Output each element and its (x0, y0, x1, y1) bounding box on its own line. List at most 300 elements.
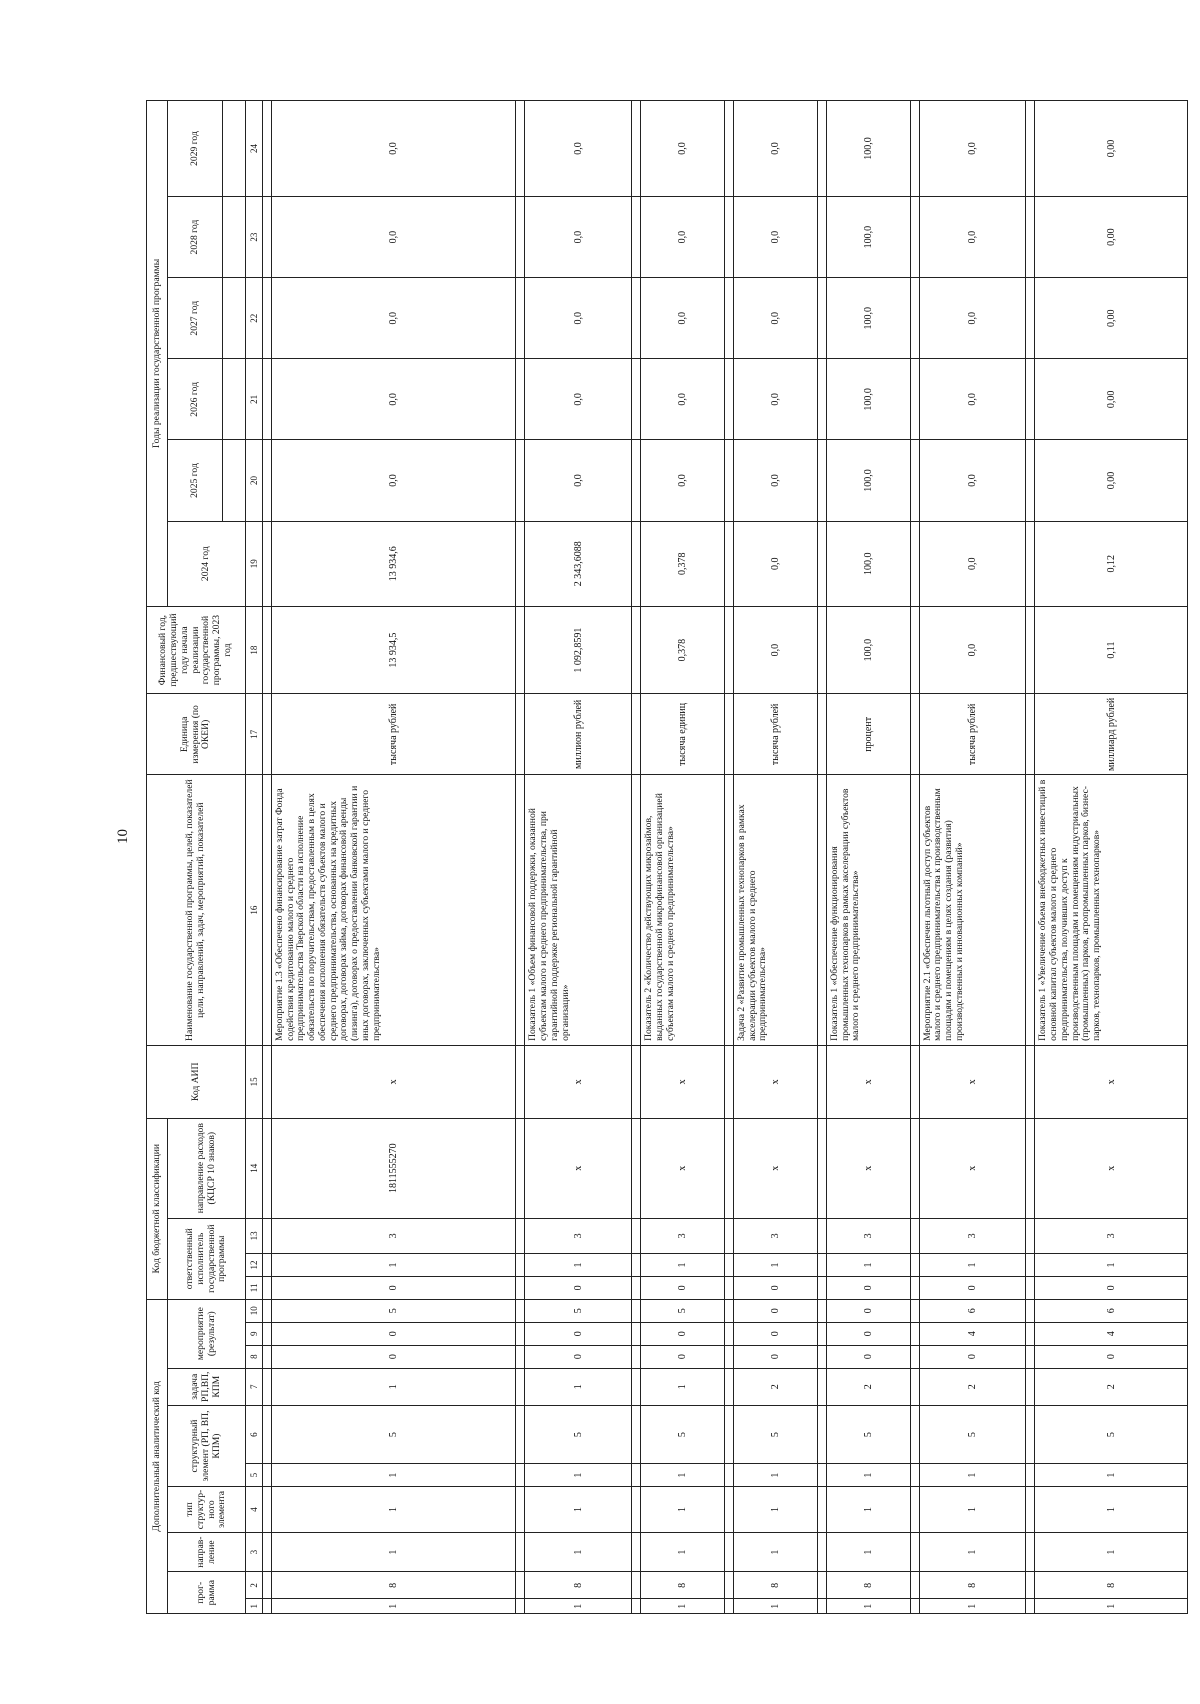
task-cell: 1 (272, 1368, 516, 1405)
page-number: 10 (115, 829, 131, 844)
header-budget-code: Код бюджетной классификации (147, 1118, 168, 1299)
direction-cell: 1 (525, 1532, 632, 1572)
spacer-cell (516, 521, 525, 606)
task-cell: 1 (525, 1368, 632, 1405)
measure-cell-a: 0 (733, 1345, 817, 1368)
spacer-cell (1026, 1218, 1035, 1253)
measure-cell-c: 0 (826, 1299, 910, 1322)
spacer-cell (724, 1572, 733, 1599)
column-number: 13 (246, 1218, 263, 1253)
spacer-cell (724, 521, 733, 606)
spacer-cell (263, 1487, 272, 1533)
value-2024: 100,0 (826, 521, 910, 606)
aip-code-cell: х (1035, 1045, 1188, 1118)
table-row (525, 101, 632, 1614)
spacer-cell (632, 278, 641, 359)
spacer-cell (817, 1405, 826, 1463)
spacer-cell (817, 1464, 826, 1487)
spacer-cell (516, 1464, 525, 1487)
measure-cell-b: 0 (641, 1322, 725, 1345)
struct-type-cell: 1 (272, 1487, 516, 1533)
spacer-cell (817, 1572, 826, 1599)
spacer-cell (1026, 1299, 1035, 1322)
aip-code-cell: х (525, 1045, 632, 1118)
expense-code-cell: х (641, 1118, 725, 1218)
spacer-cell (910, 1532, 919, 1572)
spacer-cell (632, 440, 641, 521)
base-year-value: 13 934,5 (272, 606, 516, 693)
measure-cell-c: 5 (525, 1299, 632, 1322)
direction-cell: 1 (733, 1532, 817, 1572)
spacer-cell (910, 1405, 919, 1463)
spacer-cell (1026, 694, 1035, 775)
value-2026: 100,0 (826, 359, 910, 440)
spacer-cell (516, 1345, 525, 1368)
spacer-cell (724, 1322, 733, 1345)
spacer-cell (910, 278, 919, 359)
column-number: 14 (246, 1118, 263, 1218)
program-code-cell: 8 (826, 1572, 910, 1599)
table-row (641, 101, 725, 1614)
struct-element-cell-b: 5 (826, 1405, 910, 1463)
spacer-cell (817, 1276, 826, 1299)
spacer-cell (910, 1045, 919, 1118)
header-year-2028: 2028 год (168, 197, 223, 278)
measure-cell-a: 0 (826, 1345, 910, 1368)
value-2029: 100,0 (826, 101, 910, 197)
spacer-cell (910, 694, 919, 775)
spacer-cell (263, 1405, 272, 1463)
header-executor: ответственный исполнитель государственной программы (168, 1218, 246, 1299)
spacer-cell (724, 101, 733, 197)
item-name-cell: Показатель 2 «Количество действующих микрозаймов, выданных государственной микрофинансовой организацией субъектам малого и среднего предпринимательства» (641, 775, 725, 1046)
spacer-row (817, 101, 826, 1614)
spacer-cell (724, 1299, 733, 1322)
spacer-cell (910, 440, 919, 521)
executor-cell-c: 3 (919, 1218, 1026, 1253)
executor-cell-a: 0 (733, 1276, 817, 1299)
spacer-cell (516, 278, 525, 359)
spacer-cell (724, 775, 733, 1046)
spacer-cell (724, 440, 733, 521)
spacer-cell (724, 694, 733, 775)
header-direction: направ-ление (168, 1532, 246, 1572)
spacer-cell (910, 359, 919, 440)
spacer-cell (724, 1345, 733, 1368)
spacer-cell (817, 1045, 826, 1118)
spacer-cell (632, 101, 641, 197)
spacer-cell (1026, 278, 1035, 359)
measure-cell-c: 6 (919, 1299, 1026, 1322)
spacer-cell (724, 1254, 733, 1277)
value-2024: 2 343,6088 (525, 521, 632, 606)
aip-code-cell: х (641, 1045, 725, 1118)
base-year-value: 0,0 (733, 606, 817, 693)
spacer-cell (632, 1299, 641, 1322)
spacer-cell (632, 521, 641, 606)
executor-cell-b: 1 (272, 1254, 516, 1277)
spacer-cell (516, 1368, 525, 1405)
spacer-cell (632, 359, 641, 440)
spacer-cell (632, 1218, 641, 1253)
value-2025: 0,0 (919, 440, 1026, 521)
spacer-cell (724, 1368, 733, 1405)
header-year-2025: 2025 год (168, 440, 223, 521)
base-year-value: 0,378 (641, 606, 725, 693)
spacer-cell (632, 694, 641, 775)
spacer-cell (817, 606, 826, 693)
value-2028: 0,0 (919, 197, 1026, 278)
column-number: 8 (246, 1345, 263, 1368)
measure-cell-a: 0 (919, 1345, 1026, 1368)
struct-element-cell-a: 1 (826, 1464, 910, 1487)
spacer-cell (817, 521, 826, 606)
header-year-2026-sub (223, 359, 246, 440)
executor-cell-c: 3 (272, 1218, 516, 1253)
column-number: 24 (246, 101, 263, 197)
spacer-cell (817, 1599, 826, 1614)
spacer-cell (724, 1218, 733, 1253)
spacer-cell (910, 1299, 919, 1322)
spacer-cell (263, 694, 272, 775)
item-name-cell: Мероприятие 2.1 «Обеспечен льготный доступ субъектов малого и среднего предпринимательства к производственным площадям и помещениям в целях создания (развития) производственных и инновационных компаний» (919, 775, 1026, 1046)
expense-code-cell: х (919, 1118, 1026, 1218)
spacer-cell (910, 1276, 919, 1299)
spacer-cell (910, 1345, 919, 1368)
measure-cell-a: 0 (641, 1345, 725, 1368)
struct-element-cell-a: 1 (733, 1464, 817, 1487)
executor-cell-a: 0 (826, 1276, 910, 1299)
spacer-cell (263, 1218, 272, 1253)
spacer-cell (263, 1118, 272, 1218)
expense-code-cell: х (525, 1118, 632, 1218)
struct-type-cell: 1 (733, 1487, 817, 1533)
spacer-cell (817, 1345, 826, 1368)
header-aip-code: Код АИП (147, 1045, 246, 1118)
spacer-cell (817, 694, 826, 775)
spacer-cell (817, 1532, 826, 1572)
column-number: 12 (246, 1254, 263, 1277)
unit-cell: тысяча единиц (641, 694, 725, 775)
measure-cell-a: 0 (272, 1345, 516, 1368)
table-row (1035, 101, 1188, 1614)
value-2026: 0,0 (525, 359, 632, 440)
spacer-cell (817, 197, 826, 278)
spacer-cell (516, 694, 525, 775)
column-number: 11 (246, 1276, 263, 1299)
struct-element-cell-b: 5 (641, 1405, 725, 1463)
value-2028: 100,0 (826, 197, 910, 278)
value-2027: 0,0 (525, 278, 632, 359)
spacer-row (516, 101, 525, 1614)
struct-element-cell-b: 5 (1035, 1405, 1188, 1463)
expense-code-cell: х (826, 1118, 910, 1218)
executor-cell-c: 3 (1035, 1218, 1188, 1253)
measure-cell-b: 4 (1035, 1322, 1188, 1345)
spacer-cell (724, 606, 733, 693)
spacer-cell (516, 1254, 525, 1277)
code-cell-1: 1 (733, 1599, 817, 1614)
spacer-cell (263, 606, 272, 693)
header-year-2024: 2024 год (168, 521, 246, 606)
value-2024: 0,12 (1035, 521, 1188, 606)
table-row (272, 101, 516, 1614)
task-cell: 2 (826, 1368, 910, 1405)
spacer-cell (910, 775, 919, 1046)
value-2028: 0,0 (733, 197, 817, 278)
spacer-cell (910, 197, 919, 278)
column-number: 19 (246, 521, 263, 606)
task-cell: 2 (733, 1368, 817, 1405)
struct-element-cell-b: 5 (525, 1405, 632, 1463)
spacer-cell (817, 1218, 826, 1253)
unit-cell: тысяча рублей (272, 694, 516, 775)
spacer-cell (1026, 359, 1035, 440)
spacer-cell (263, 1532, 272, 1572)
code-cell-1: 1 (272, 1599, 516, 1614)
spacer-cell (1026, 521, 1035, 606)
program-code-cell: 8 (525, 1572, 632, 1599)
column-number: 9 (246, 1322, 263, 1345)
executor-cell-c: 3 (525, 1218, 632, 1253)
code-cell-1: 1 (641, 1599, 725, 1614)
item-name-cell: Мероприятие 1.3 «Обеспечено финансирование затрат Фонда содействия кредитованию малого и среднего предпринимательства Тверской области на исполнение обязательств по поручительствам, предоставленным в целях обеспечения исполнения обязательств субъектов малого и среднего предпринимательства, основанных на кредитных договорах, договорах займа, договорах финансовой аренды (лизинга), договорах о предоставлении банковской гарантии и иных договорах, заключенных субъектами малого и среднего предпринимательства» (272, 775, 516, 1046)
expense-code-cell: 1811555270 (272, 1118, 516, 1218)
header-name: Наименование государственной программы, целей, показателей цели, направлений, задач, мероприятий, показателей (147, 775, 246, 1046)
header-measure: мероприятие (результат) (168, 1299, 246, 1368)
spacer-cell (632, 1532, 641, 1572)
measure-cell-a: 0 (1035, 1345, 1188, 1368)
spacer-row (724, 101, 733, 1614)
program-code-cell: 8 (272, 1572, 516, 1599)
column-number: 15 (246, 1045, 263, 1118)
header-year-2025-sub (223, 440, 246, 521)
spacer-row (1026, 101, 1035, 1614)
spacer-cell (516, 440, 525, 521)
base-year-value: 1 092,8591 (525, 606, 632, 693)
struct-type-cell: 1 (641, 1487, 725, 1533)
spacer-cell (817, 1368, 826, 1405)
spacer-cell (1026, 1405, 1035, 1463)
spacer-cell (516, 1572, 525, 1599)
direction-cell: 1 (272, 1532, 516, 1572)
spacer-cell (910, 1572, 919, 1599)
spacer-cell (632, 197, 641, 278)
header-year-2028-sub (223, 197, 246, 278)
value-2029: 0,0 (272, 101, 516, 197)
measure-cell-c: 0 (733, 1299, 817, 1322)
spacer-cell (263, 1299, 272, 1322)
header-base-year: Финансовый год, предшествующий году начала реализации государственной программы, 2023 год (147, 606, 246, 693)
item-name-cell: Показатель 1 «Увеличение объема внебюджетных инвестиций в основной капитал субъектов малого и среднего предпринимательства, получивших доступ к производственным площадям и помещениям индустриальных (промышленных) парков, агропромышленных парков, бизнес-парков, технопарков, промышленных технопарков» (1035, 775, 1188, 1046)
measure-cell-c: 5 (641, 1299, 725, 1322)
spacer-cell (817, 1254, 826, 1277)
code-cell-1: 1 (525, 1599, 632, 1614)
aip-code-cell: х (826, 1045, 910, 1118)
executor-cell-b: 1 (525, 1254, 632, 1277)
header-task: задача РП,ВП, КПМ (168, 1368, 246, 1405)
measure-cell-b: 0 (272, 1322, 516, 1345)
executor-cell-b: 1 (826, 1254, 910, 1277)
spacer-cell (910, 1322, 919, 1345)
program-table (146, 100, 1188, 1614)
measure-cell-c: 5 (272, 1299, 516, 1322)
spacer-cell (516, 1532, 525, 1572)
spacer-cell (516, 1405, 525, 1463)
column-number: 17 (246, 694, 263, 775)
spacer-cell (263, 1254, 272, 1277)
executor-cell-c: 3 (733, 1218, 817, 1253)
header-years-group: Годы реализации государственной программы (147, 101, 168, 607)
spacer-cell (263, 521, 272, 606)
executor-cell-a: 0 (919, 1276, 1026, 1299)
spacer-cell (1026, 1045, 1035, 1118)
spacer-cell (817, 1299, 826, 1322)
spacer-cell (817, 775, 826, 1046)
column-number: 16 (246, 775, 263, 1046)
spacer-cell (724, 197, 733, 278)
value-2027: 0,00 (1035, 278, 1188, 359)
struct-element-cell-a: 1 (272, 1464, 516, 1487)
measure-cell-b: 0 (525, 1322, 632, 1345)
spacer-cell (817, 1118, 826, 1218)
spacer-cell (632, 1045, 641, 1118)
program-code-cell: 8 (641, 1572, 725, 1599)
value-2025: 0,0 (641, 440, 725, 521)
value-2025: 100,0 (826, 440, 910, 521)
code-cell-1: 1 (826, 1599, 910, 1614)
value-2025: 0,0 (525, 440, 632, 521)
spacer-cell (516, 1118, 525, 1218)
spacer-cell (632, 775, 641, 1046)
spacer-cell (1026, 1464, 1035, 1487)
program-code-cell: 8 (919, 1572, 1026, 1599)
unit-cell: тысяча рублей (733, 694, 817, 775)
spacer-cell (632, 1599, 641, 1614)
spacer-cell (1026, 1599, 1035, 1614)
aip-code-cell: х (272, 1045, 516, 1118)
column-number: 20 (246, 440, 263, 521)
spacer-cell (263, 359, 272, 440)
value-2024: 0,0 (919, 521, 1026, 606)
value-2027: 0,0 (272, 278, 516, 359)
header-year-2029: 2029 год (168, 101, 223, 197)
table-body (263, 101, 1188, 1614)
expense-code-cell: х (733, 1118, 817, 1218)
column-number: 10 (246, 1299, 263, 1322)
spacer-cell (910, 606, 919, 693)
value-2029: 0,0 (733, 101, 817, 197)
executor-cell-a: 0 (641, 1276, 725, 1299)
value-2027: 100,0 (826, 278, 910, 359)
spacer-cell (724, 1118, 733, 1218)
value-2027: 0,0 (919, 278, 1026, 359)
code-cell-1: 1 (919, 1599, 1026, 1614)
spacer-cell (632, 1368, 641, 1405)
executor-cell-a: 0 (1035, 1276, 1188, 1299)
unit-cell: тысяча рублей (919, 694, 1026, 775)
value-2029: 0,00 (1035, 101, 1188, 197)
spacer-cell (516, 775, 525, 1046)
base-year-value: 100,0 (826, 606, 910, 693)
spacer-cell (1026, 101, 1035, 197)
value-2027: 0,0 (641, 278, 725, 359)
header-year-2029-sub (223, 101, 246, 197)
spacer-cell (910, 1254, 919, 1277)
spacer-cell (263, 1599, 272, 1614)
spacer-cell (817, 101, 826, 197)
spacer-cell (817, 1322, 826, 1345)
spacer-cell (263, 1322, 272, 1345)
spacer-cell (516, 1218, 525, 1253)
spacer-cell (817, 359, 826, 440)
column-number: 4 (246, 1487, 263, 1533)
value-2028: 0,00 (1035, 197, 1188, 278)
spacer-cell (516, 197, 525, 278)
spacer-cell (910, 101, 919, 197)
spacer-cell (632, 1254, 641, 1277)
spacer-cell (724, 1045, 733, 1118)
executor-cell-b: 1 (641, 1254, 725, 1277)
struct-element-cell-a: 1 (641, 1464, 725, 1487)
spacer-cell (632, 1487, 641, 1533)
item-name-cell: Показатель 1 «Обеспечение функционирования промышленных технопарков в рамках акселерации субъектов малого и среднего предпринимательства» (826, 775, 910, 1046)
struct-type-cell: 1 (525, 1487, 632, 1533)
executor-cell-c: 3 (641, 1218, 725, 1253)
executor-cell-b: 1 (919, 1254, 1026, 1277)
spacer-cell (1026, 775, 1035, 1046)
header-year-2026: 2026 год (168, 359, 223, 440)
spacer-cell (632, 1572, 641, 1599)
value-2029: 0,0 (641, 101, 725, 197)
spacer-cell (516, 1276, 525, 1299)
spacer-cell (263, 278, 272, 359)
spacer-cell (817, 440, 826, 521)
spacer-cell (910, 1368, 919, 1405)
spacer-cell (817, 278, 826, 359)
struct-type-cell: 1 (919, 1487, 1026, 1533)
spacer-cell (516, 359, 525, 440)
column-number: 2 (246, 1572, 263, 1599)
value-2026: 0,00 (1035, 359, 1188, 440)
header-program: прог-рамма (168, 1572, 246, 1614)
column-number: 22 (246, 278, 263, 359)
value-2026: 0,0 (272, 359, 516, 440)
spacer-cell (724, 1599, 733, 1614)
aip-code-cell: х (919, 1045, 1026, 1118)
spacer-cell (724, 1487, 733, 1533)
value-2026: 0,0 (733, 359, 817, 440)
spacer-cell (632, 1118, 641, 1218)
spacer-cell (263, 775, 272, 1046)
header-year-2027-sub (223, 278, 246, 359)
executor-cell-b: 1 (1035, 1254, 1188, 1277)
direction-cell: 1 (641, 1532, 725, 1572)
column-number: 23 (246, 197, 263, 278)
spacer-row (632, 101, 641, 1614)
column-number: 6 (246, 1405, 263, 1463)
expense-code-cell: х (1035, 1118, 1188, 1218)
struct-element-cell-a: 1 (1035, 1464, 1188, 1487)
header-expense: направление расходов (КЦСР 10 знаков) (168, 1118, 246, 1218)
spacer-cell (516, 1322, 525, 1345)
measure-cell-b: 0 (826, 1322, 910, 1345)
item-name-cell: Показатель 1 «Объем финансовой поддержки, оказанной субъектам малого и среднего предпринимательства, при гарантийной поддержке региональной гарантийной организации» (525, 775, 632, 1046)
unit-cell: миллиард рублей (1035, 694, 1188, 775)
rotated-table-wrapper (146, 100, 1188, 1614)
spacer-row (910, 101, 919, 1614)
direction-cell: 1 (826, 1532, 910, 1572)
